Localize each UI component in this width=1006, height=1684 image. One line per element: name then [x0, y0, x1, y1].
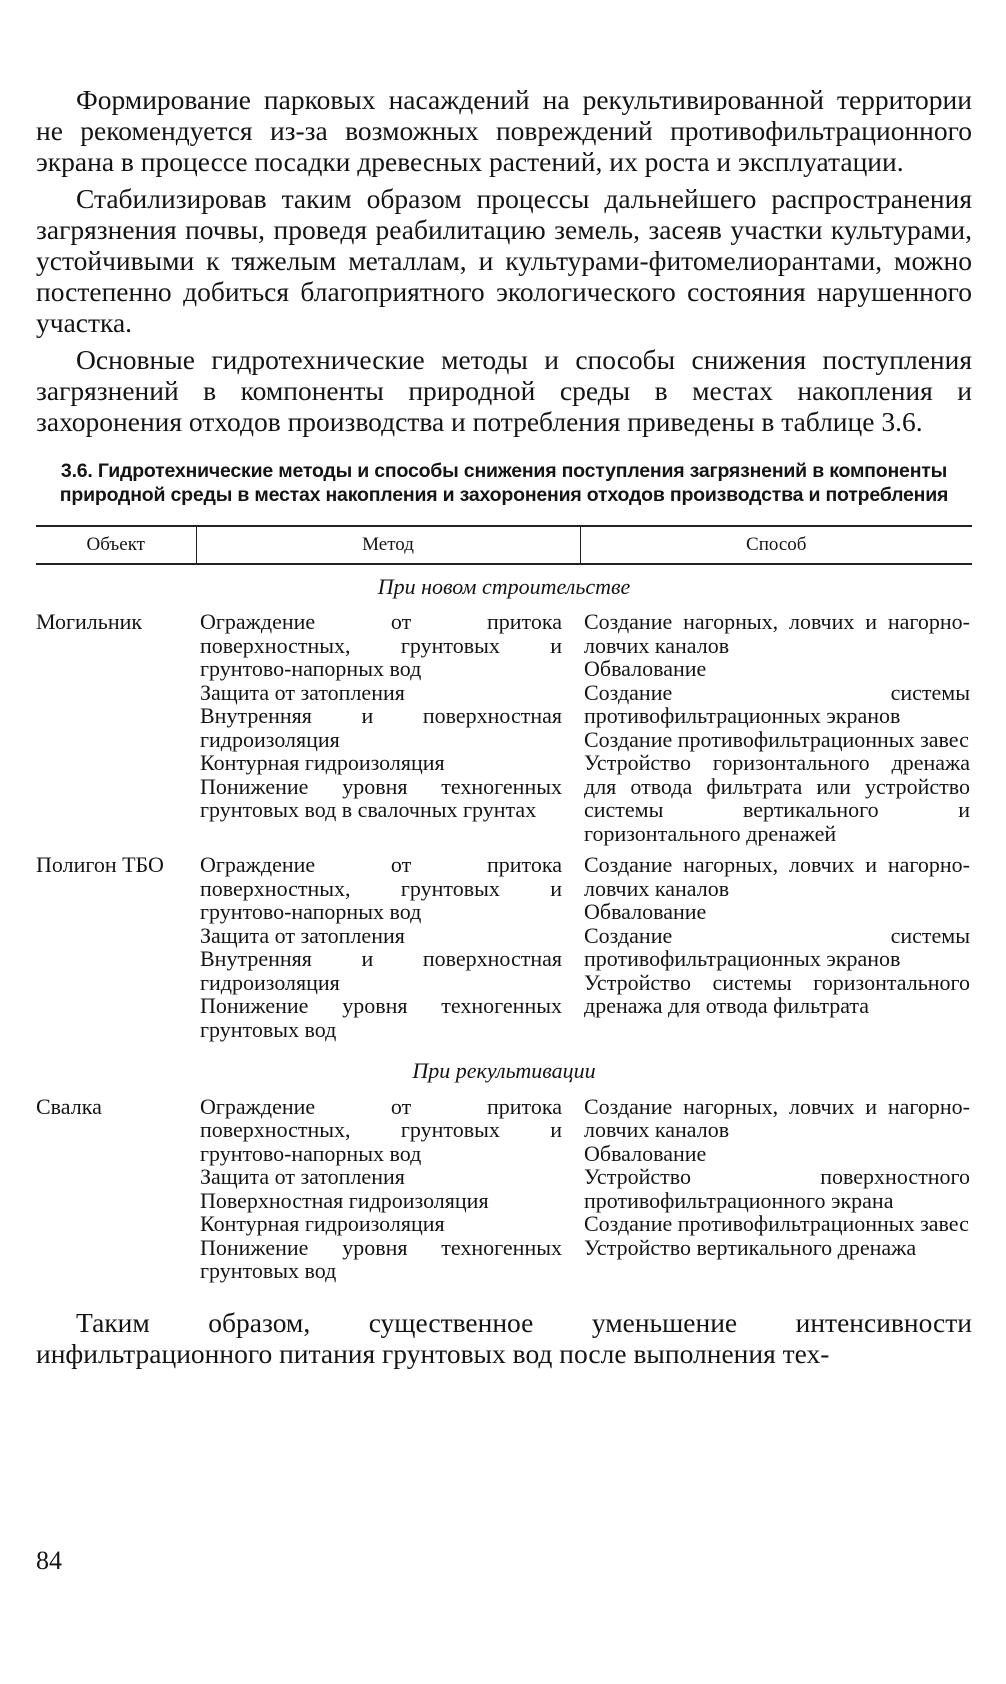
way-item: Обвалование — [584, 899, 707, 924]
object-cell: Полигон ТБО — [36, 852, 164, 877]
object-cell: Свалка — [36, 1093, 102, 1119]
way-item: Создание противофильтрационных завес — [584, 726, 969, 752]
paragraph: Основные гидротехнические методы и способы снижения поступления загрязнений в компоненты природной среды в местах накопления и захоронения отходов производства и потребления приведены в таблице 3.6. — [36, 344, 972, 437]
way-item: Создание системы противофильтрационных экранов — [584, 922, 970, 971]
way-item: Создание противофильтрационных завес — [584, 1211, 969, 1236]
paragraph: Формирование парковых насаждений на рекультивированной территории не рекомендуется из-за возможных повреждений противофильтрационного экрана в процессе посадки древесных растений, их роста и эксплуатации. — [36, 84, 972, 177]
way-cell — [580, 610, 972, 853]
way-cell — [580, 853, 972, 1049]
method-item: Контурная гидроизоляция — [200, 1211, 445, 1236]
table-header-row — [36, 526, 972, 564]
method-cell — [196, 1095, 580, 1291]
way-item: Создание нагорных, ловчих и нагорно-ловчих каналов — [584, 852, 970, 901]
table-row — [36, 1095, 972, 1291]
section-row — [36, 564, 972, 611]
way-item: Устройство вертикального дренажа — [584, 1234, 917, 1260]
methods-table — [36, 525, 972, 1291]
header-object: Объект — [36, 526, 196, 564]
method-cell — [196, 610, 580, 853]
way-item: Устройство поверхностного противофильтрационного экрана — [584, 1164, 970, 1213]
paragraph: Стабилизировав таким образом процессы дальнейшего распространения загрязнения почвы, проведя реабилитацию земель, засеяв участки культурами, устойчивыми к тяжелым металлам, и культурами-фитомелиорантами, можно постепенно добиться благоприятного экологического состояния нарушенного участка. — [36, 183, 972, 338]
method-item: Понижение уровня техногенных грунтовых вод — [200, 993, 562, 1042]
table-caption: 3.6. Гидротехнические методы и способы снижения поступления загрязнений в компоненты природной среды в местах накопления и захоронения отходов производства и потребления — [59, 460, 949, 506]
method-item: Ограждение от притока поверхностных, грунтовых и грунтово-напорных вод — [200, 609, 562, 681]
method-item: Поверхностная гидроизоляция — [200, 1187, 489, 1213]
way-item: Обвалование — [584, 1140, 707, 1166]
method-item: Понижение уровня техногенных грунтовых вод в свалочных грунтах — [200, 773, 562, 822]
method-item: Внутренняя и поверхностная гидроизоляция — [200, 946, 562, 995]
page-content — [36, 84, 972, 1375]
method-item: Понижение уровня техногенных грунтовых вод — [200, 1234, 562, 1283]
header-way: Способ — [580, 526, 972, 564]
method-item: Защита от затопления — [200, 679, 405, 705]
method-item: Внутренняя и поверхностная гидроизоляция — [200, 703, 562, 752]
table-row — [36, 610, 972, 853]
way-item: Устройство горизонтального дренажа для отвода фильтрата или устройство системы вертикального и горизонтального дренажей — [584, 750, 970, 846]
way-item: Устройство системы горизонтального дренажа для отвода фильтрата — [584, 969, 970, 1018]
way-item: Создание нагорных, ловчих и нагорно-ловчих каналов — [584, 1093, 970, 1142]
way-item: Обвалование — [584, 656, 707, 681]
header-method: Метод — [196, 526, 580, 564]
page-number: 84 — [36, 1546, 62, 1575]
method-item: Контурная гидроизоляция — [200, 750, 445, 775]
way-item: Создание системы противофильтрационных экранов — [584, 679, 970, 728]
section-row — [36, 1049, 972, 1095]
way-item: Создание нагорных, ловчих и нагорно-ловчих каналов — [584, 609, 970, 658]
way-cell — [580, 1095, 972, 1291]
table-row — [36, 853, 972, 1049]
method-item: Защита от затопления — [200, 1164, 405, 1189]
section-title: При новом строительстве — [377, 573, 631, 599]
method-item: Ограждение от притока поверхностных, грунтовых и грунтово-напорных вод — [200, 852, 562, 924]
method-cell — [196, 853, 580, 1049]
object-cell: Могильник — [36, 609, 143, 634]
method-item: Защита от затопления — [200, 922, 405, 948]
section-title: При рекультивации — [412, 1058, 596, 1083]
closing-paragraph: Таким образом, существенное уменьшение интенсивности инфильтрационного питания грунтовых вод после выполнения тех- — [36, 1306, 972, 1369]
method-item: Ограждение от притока поверхностных, грунтовых и грунтово-напорных вод — [200, 1093, 562, 1166]
